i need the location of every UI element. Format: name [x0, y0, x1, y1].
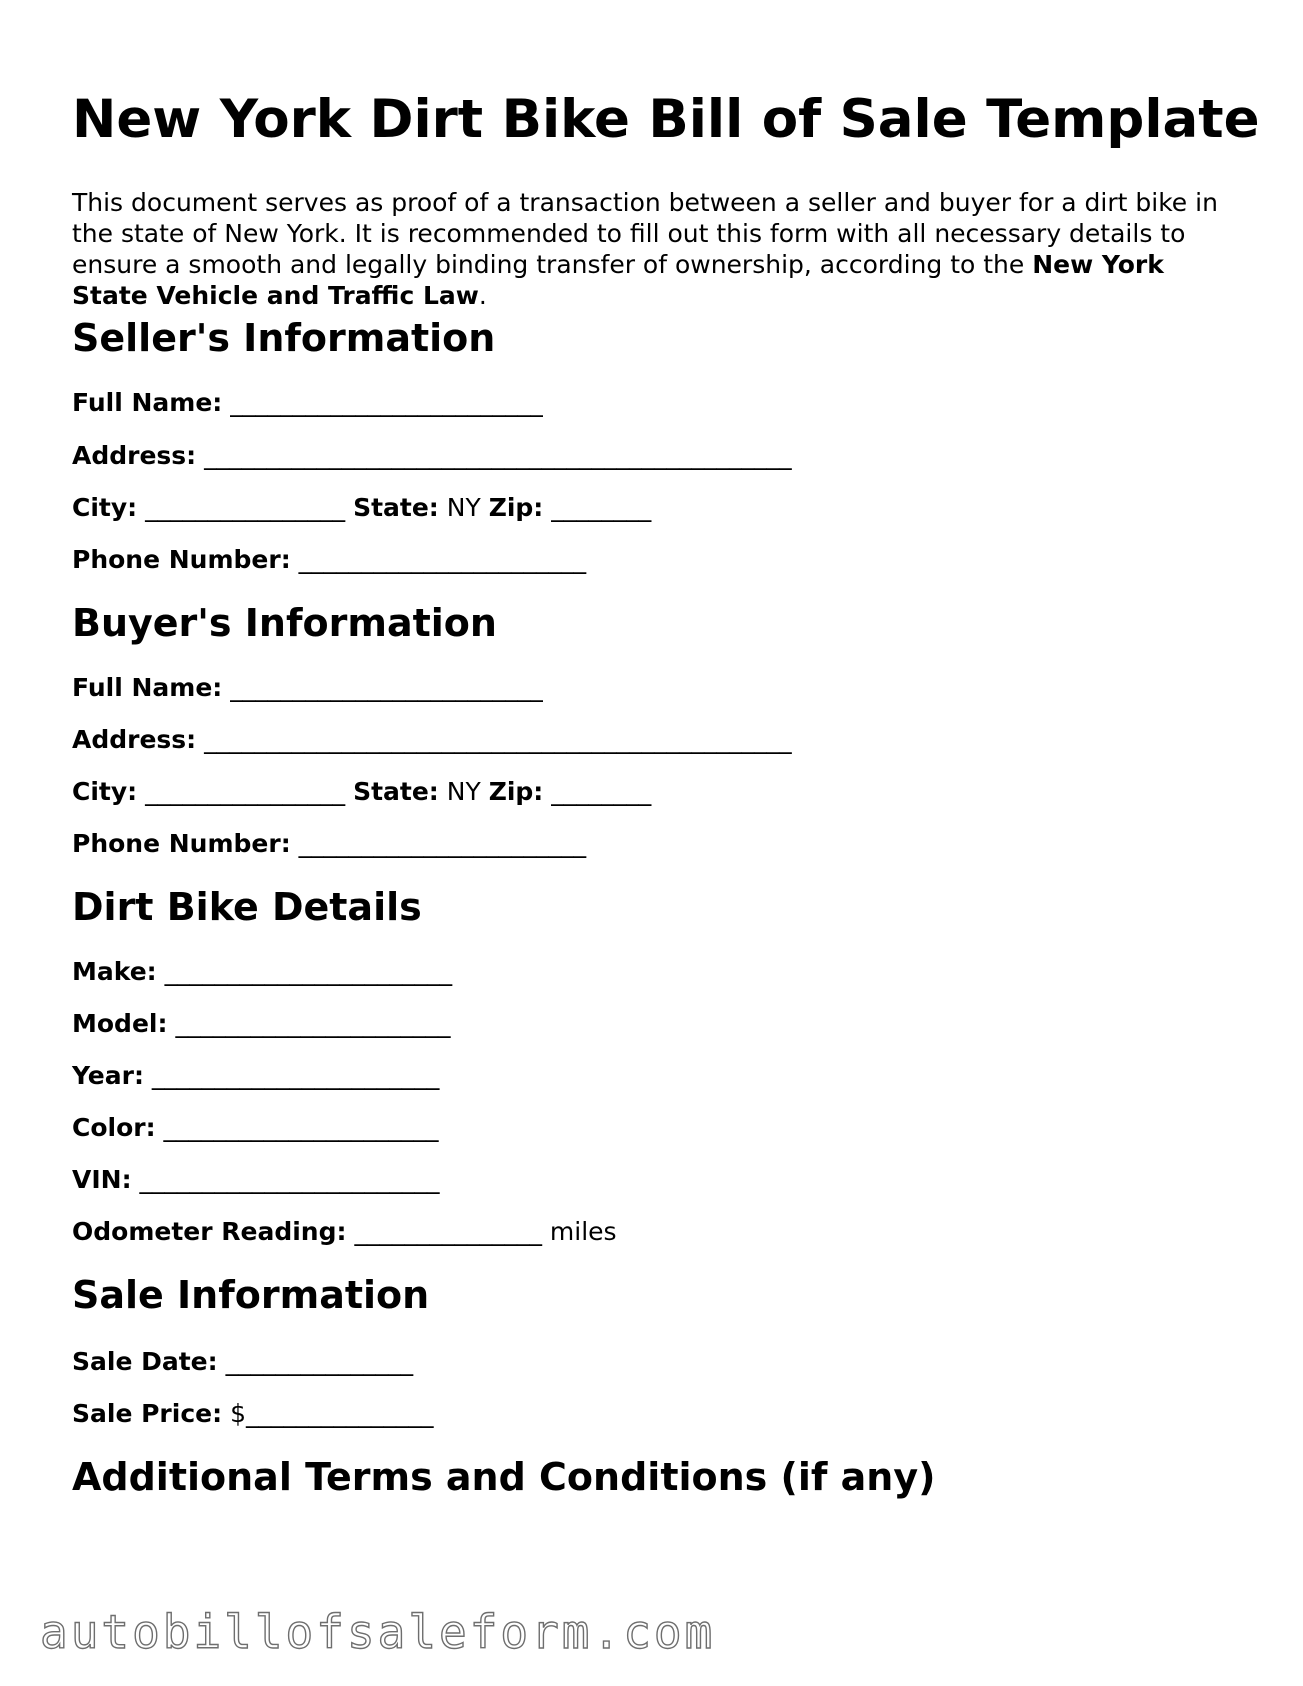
sale-price-label: Sale Price: [72, 1399, 223, 1428]
bike-year-field[interactable]: _______________________ [151, 1061, 440, 1090]
bike-make-label: Make: [72, 957, 157, 986]
seller-address-field[interactable]: _______________________________________________ [204, 441, 792, 470]
buyer-full-name-label: Full Name: [72, 673, 223, 702]
sale-price-field[interactable] [230, 1399, 433, 1428]
page-title: New York Dirt Bike Bill of Sale Template [72, 89, 1260, 150]
buyer-phone-label: Phone Number: [72, 829, 291, 858]
buyer-city-state-zip-row [72, 777, 651, 807]
buyer-address-row [72, 725, 792, 755]
bike-vin-field[interactable]: ________________________ [139, 1165, 440, 1194]
buyer-state-value: NY [446, 777, 481, 806]
buyer-phone-row [72, 829, 586, 859]
seller-phone-row [72, 545, 586, 575]
seller-city-label: City: [72, 493, 138, 522]
bike-vin-row [72, 1165, 440, 1195]
bike-odometer-field[interactable]: _______________ [354, 1217, 542, 1246]
intro-text: This document serves as proof of a transaction between a seller and buyer for a dirt bike in the state of New York. It is recommended to fill out this form with all necessary details to ensure a smooth and legally binding transfer of ownership, according to the [72, 188, 1218, 279]
intro-paragraph [72, 187, 1232, 311]
bike-details-heading: Dirt Bike Details [72, 885, 422, 929]
intro-law-reference: New York State Vehicle and Traffic Law [72, 250, 1164, 310]
bike-odometer-label: Odometer Reading: [72, 1217, 347, 1246]
bike-year-label: Year: [72, 1061, 144, 1090]
bike-color-field[interactable]: ______________________ [163, 1113, 439, 1142]
seller-address-row [72, 441, 792, 471]
bike-vin-label: VIN: [72, 1165, 132, 1194]
seller-city-state-zip-row [72, 493, 651, 523]
buyer-address-label: Address: [72, 725, 197, 754]
sale-date-label: Sale Date: [72, 1347, 218, 1376]
seller-state-value: NY [446, 493, 481, 522]
buyer-state-label: State: [353, 777, 439, 806]
site-watermark: autobillofsaleform.com [40, 1605, 716, 1659]
buyer-city-label: City: [72, 777, 138, 806]
seller-state-label: State: [353, 493, 439, 522]
seller-heading: Seller's Information [72, 316, 496, 360]
buyer-zip-label: Zip: [488, 777, 544, 806]
seller-full-name-field[interactable]: _________________________ [230, 388, 543, 417]
buyer-full-name-field[interactable]: _________________________ [230, 673, 543, 702]
terms-heading: Additional Terms and Conditions (if any) [72, 1455, 936, 1499]
bike-odometer-unit: miles [549, 1217, 617, 1246]
buyer-heading: Buyer's Information [72, 601, 497, 645]
bike-model-label: Model: [72, 1009, 168, 1038]
bike-color-label: Color: [72, 1113, 156, 1142]
sale-heading: Sale Information [72, 1273, 430, 1317]
seller-full-name-label: Full Name: [72, 388, 223, 417]
seller-phone-field[interactable]: _______________________ [298, 545, 587, 574]
buyer-city-field[interactable]: ________________ [145, 777, 346, 806]
bike-odometer-row [72, 1217, 617, 1247]
intro-period: . [478, 281, 487, 310]
sale-date-row [72, 1347, 413, 1377]
buyer-zip-field[interactable]: ________ [551, 777, 652, 806]
bike-model-field[interactable]: ______________________ [175, 1009, 451, 1038]
bike-year-row [72, 1061, 439, 1091]
bike-model-row [72, 1009, 450, 1039]
buyer-full-name-row [72, 673, 543, 703]
seller-city-field[interactable]: ________________ [145, 493, 346, 522]
seller-full-name-row [72, 388, 543, 418]
seller-zip-field[interactable]: ________ [551, 493, 652, 522]
sale-price-blank: _______________ [245, 1399, 434, 1428]
bike-make-field[interactable]: _______________________ [164, 957, 453, 986]
bike-color-row [72, 1113, 439, 1143]
seller-phone-label: Phone Number: [72, 545, 291, 574]
seller-zip-label: Zip: [488, 493, 544, 522]
buyer-phone-field[interactable]: _______________________ [298, 829, 587, 858]
sale-price-currency: $ [230, 1399, 246, 1428]
sale-date-field[interactable]: _______________ [225, 1347, 414, 1376]
sale-price-row [72, 1399, 433, 1429]
buyer-address-field[interactable]: _______________________________________________ [204, 725, 792, 754]
bike-make-row [72, 957, 452, 987]
seller-address-label: Address: [72, 441, 197, 470]
